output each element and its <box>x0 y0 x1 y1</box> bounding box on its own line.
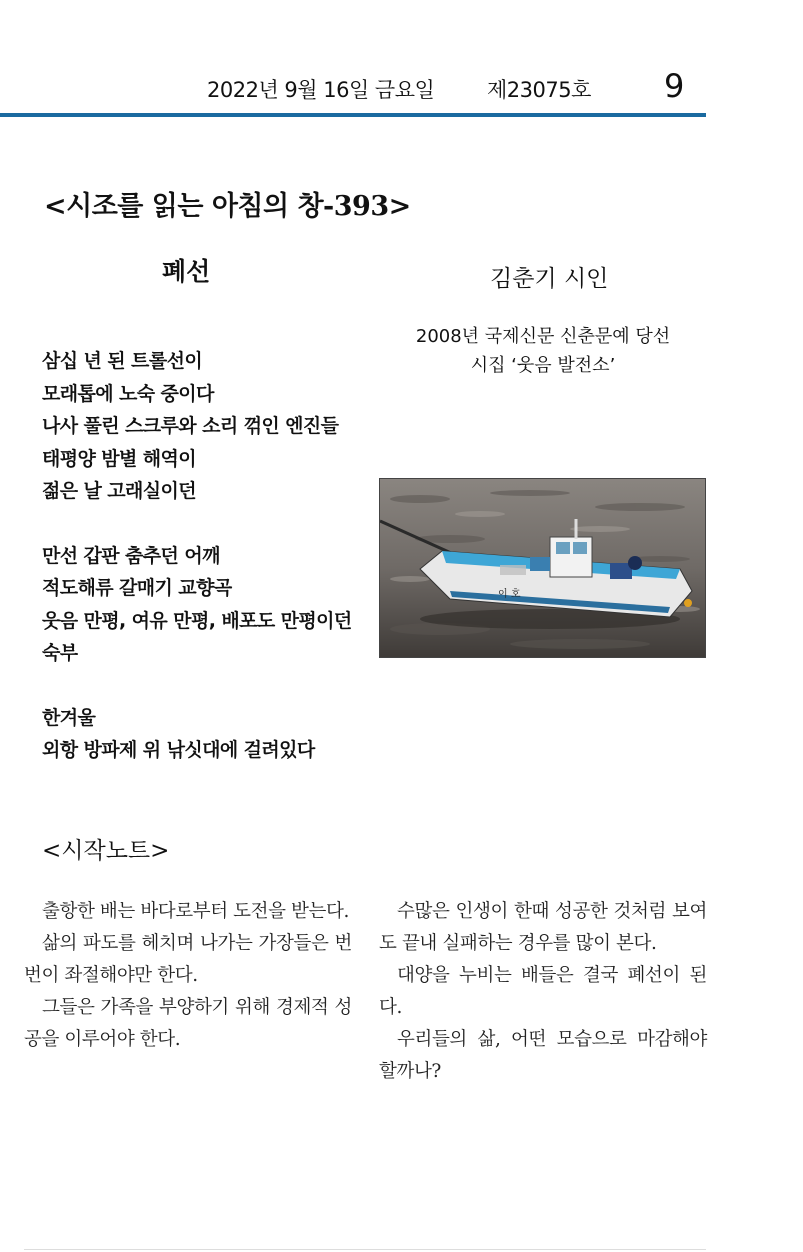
note-paragraph: 출항한 배는 바다로부터 도전을 받는다. <box>42 901 349 922</box>
note-paragraph: 대양을 누비는 배들은 결국 폐선이 된다. <box>379 965 707 1018</box>
note-paragraph: 수많은 인생이 한때 성공한 것처럼 보여도 끝내 실패하는 경우를 많이 본다. <box>379 901 707 954</box>
poem-stanza <box>42 345 352 508</box>
poem-title: 폐선 <box>162 257 211 286</box>
note-paragraph: 우리들의 삶, 어떤 모습으로 마감해야 할까나? <box>379 1029 707 1082</box>
column-title: <시조를 읽는 아침의 창-393> <box>44 191 411 222</box>
poet-info <box>380 322 706 380</box>
poem-line: 웃음 만평, 여유 만평, 배포도 만평이던 <box>42 609 352 632</box>
poem-stanza <box>42 540 352 670</box>
issue-number: 제23075호 <box>487 78 591 102</box>
poem-stanza <box>42 702 352 767</box>
poem-body <box>42 345 352 799</box>
issue-date: 2022년 9월 16일 금요일 <box>207 78 435 102</box>
poem-line: 젊은 날 고래실이던 <box>42 480 197 502</box>
boat-photo-image <box>380 479 705 657</box>
poem-line: 숙부 <box>42 642 78 664</box>
note-paragraph: 삶의 파도를 헤치며 나가는 가장들은 번번이 좌절해야만 한다. <box>24 933 352 986</box>
page-number: 9 <box>664 67 685 105</box>
poem-line: 삼십 년 된 트롤선이 <box>42 350 203 372</box>
header-rule <box>0 113 706 117</box>
note-left-column <box>24 896 352 1056</box>
bottom-rule <box>24 1249 706 1250</box>
poet-info-line: 시집 ‘웃음 발전소’ <box>470 355 616 376</box>
poem-line: 태평양 밤별 해역이 <box>42 447 197 470</box>
poem-line: 모래톱에 노숙 중이다 <box>42 382 214 405</box>
poem-line: 한겨울 <box>42 706 96 729</box>
poem-line: 적도해류 갈매기 교향곡 <box>42 577 232 599</box>
poet-name: 김춘기 시인 <box>490 266 609 292</box>
note-right-column <box>379 896 707 1088</box>
poem-line: 나사 풀린 스크루와 소리 꺾인 엔진들 <box>42 415 339 437</box>
boat-photo <box>379 478 706 658</box>
note-title: <시작노트> <box>42 838 170 864</box>
note-paragraph: 그들은 가족을 부양하기 위해 경제적 성공을 이루어야 한다. <box>24 997 352 1050</box>
poem-line: 만선 갑판 춤추던 어깨 <box>42 544 220 567</box>
boat-name-label: 이 호 <box>498 589 521 600</box>
poem-line: 외항 방파제 위 낚싯대에 걸려있다 <box>42 739 315 761</box>
poet-info-line: 2008년 국제신문 신춘문예 당선 <box>415 326 671 347</box>
